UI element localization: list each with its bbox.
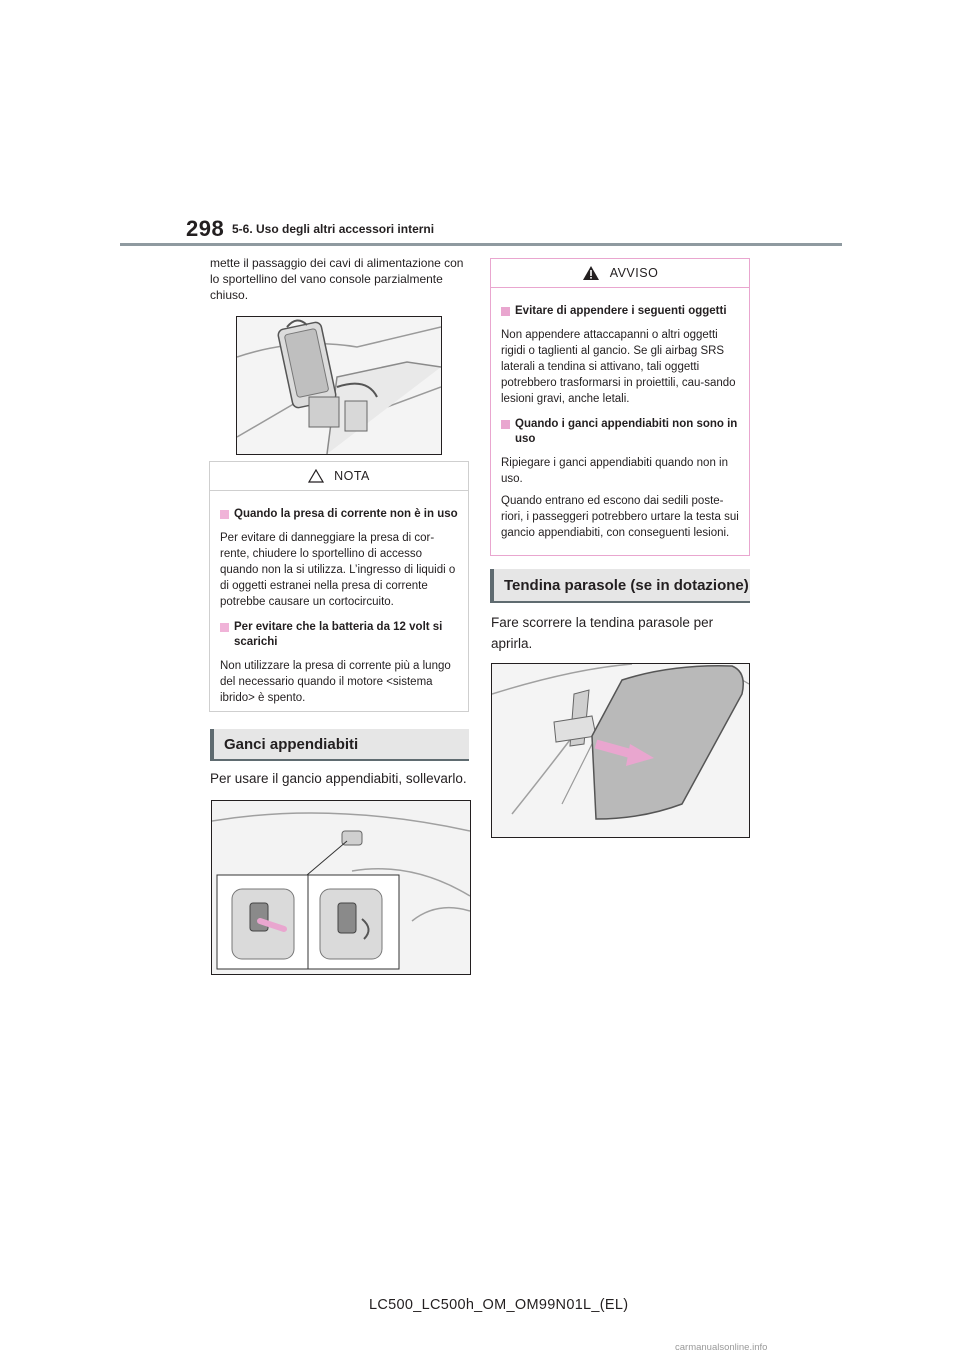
bullet-square-icon [501,307,510,316]
coat-hook-drawing [212,801,470,974]
model-code-footer: LC500_LC500h_OM_OM99N01L_(EL) [369,1297,629,1313]
page-number: 298 [186,216,225,241]
sunshade-instruction: Fare scorrere la tendina parasole per aprirla. [491,615,714,651]
section-title: 5-6. Uso degli altri accessori interni [232,222,435,236]
caution-triangle-icon [308,469,324,483]
sunshade-section-heading: Tendina parasole (se in dotazione) [490,569,750,603]
bullet-square-icon [501,420,510,429]
hooks-section-heading: Ganci appendiabiti [210,729,469,761]
avviso-item-text: Ripiegare i ganci appendiabiti quando non in uso. [501,457,728,485]
avviso-title: AVVISO [609,266,659,280]
nota-item-text: Non utilizzare la presa di corrente più a lungo del necessario quando il motore <sistema ibrido> è spento. [220,660,451,704]
bullet-square-icon [220,623,229,632]
sunshade-drawing [492,664,749,837]
console-illustration-drawing [237,317,441,454]
header-divider [120,243,842,246]
nota-title: NOTA [334,469,370,483]
nota-item-heading: Quando la presa di corrente non è in uso [220,507,458,522]
avviso-item-heading: Quando i ganci appendiabiti non sono in uso [501,417,739,447]
watermark: carmanualsonline.info [675,1342,768,1353]
sunshade-illustration [491,663,750,838]
avviso-item-heading: Evitare di appendere i seguenti oggetti [501,304,739,319]
console-power-outlet-illustration [236,316,442,455]
coat-hook-illustration [211,800,471,975]
nota-item-heading: Per evitare che la batteria da 12 volt si scarichi [220,620,458,650]
avviso-item-text: Non appendere attaccapanni o altri oggetti rigidi o taglienti al gancio. Se gli airbag SRS laterali a tendina si attivano, tali oggetti potrebbero trasformarsi in proiettili, cau-sando lesioni gravi, anche letali. [501,329,736,405]
warning-triangle-icon [582,265,600,281]
avviso-item-text: Quando entrano ed escono dai sedili poste-riori, i passeggeri potrebbero urtare la testa sui gancio appendiabiti, con conseguenti lesioni. [501,495,739,539]
nota-item-text: Per evitare di danneggiare la presa di cor-rente, chiudere lo sportellino di accesso quando non la si utilizza. L’ingresso di liquidi o di oggetti estranei nella presa di corrente potrebbe causare un cortocircuito. [220,532,456,608]
bullet-square-icon [220,510,229,519]
nota-box [209,461,469,712]
avviso-header [491,259,749,288]
avviso-box [490,258,750,556]
intro-paragraph: mette il passaggio dei cavi di alimentazione con lo sportellino del vano console parzialmente chiuso. [210,256,464,302]
hooks-instruction: Per usare il gancio appendiabiti, sollevarlo. [210,771,467,786]
nota-header [210,462,468,491]
